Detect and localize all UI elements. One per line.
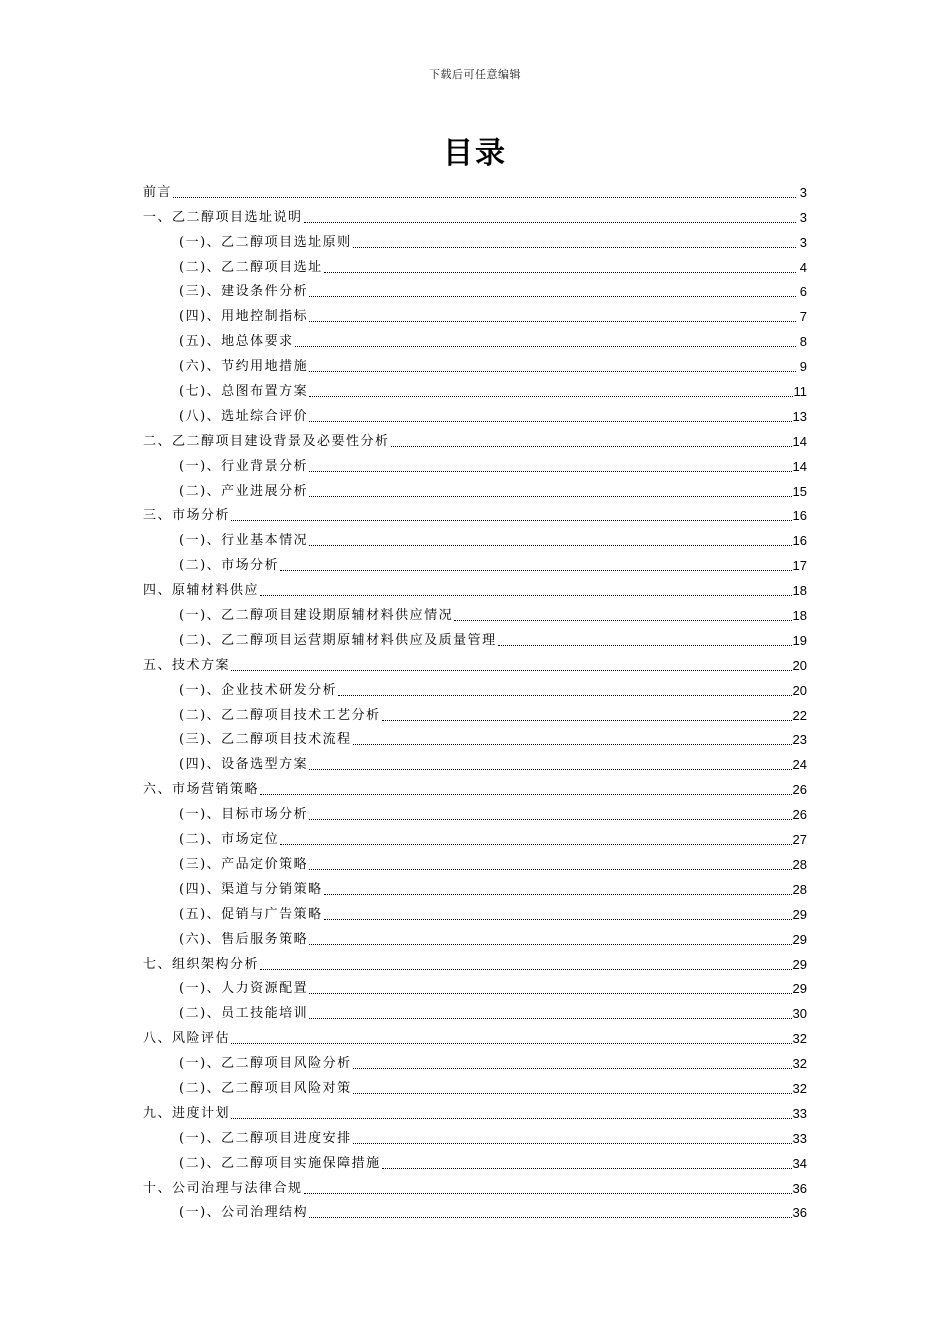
toc-entry-page-number: 18	[792, 608, 807, 624]
toc-entry[interactable]	[143, 425, 807, 450]
toc-entry-label: (二)、乙二醇项目实施保障措施	[179, 1155, 381, 1171]
toc-entry-label: 五、技术方案	[143, 657, 231, 673]
toc-entry-label: (一)、行业背景分析	[179, 458, 309, 474]
toc-entry[interactable]	[143, 300, 807, 325]
toc-entry[interactable]	[143, 350, 807, 375]
toc-entry[interactable]	[143, 948, 807, 973]
toc-dot-leader	[338, 685, 791, 696]
toc-entry[interactable]	[143, 450, 807, 475]
toc-entry-page-number: 29	[792, 906, 807, 922]
toc-entry-label: 前言	[143, 184, 173, 200]
toc-entry[interactable]	[143, 1022, 807, 1047]
page-title: 目录	[443, 136, 507, 171]
toc-entry[interactable]	[143, 798, 807, 823]
toc-entry-page-number: 28	[792, 856, 807, 872]
toc-entry-page-number: 13	[792, 408, 807, 424]
toc-entry[interactable]	[143, 823, 807, 848]
toc-entry-page-number: 17	[792, 558, 807, 574]
table-of-contents	[143, 176, 807, 1221]
toc-entry[interactable]	[143, 574, 807, 599]
toc-entry-page-number: 9	[799, 359, 807, 375]
toc-dot-leader	[353, 237, 796, 248]
toc-entry[interactable]	[143, 201, 807, 226]
toc-entry[interactable]	[143, 649, 807, 674]
toc-entry-label: 九、进度计划	[143, 1105, 231, 1121]
toc-entry-label: (三)、建设条件分析	[179, 284, 309, 300]
toc-entry-page-number: 14	[792, 458, 807, 474]
toc-entry-label: (五)、促销与广告策略	[179, 906, 323, 922]
toc-entry-label: 一、乙二醇项目选址说明	[143, 209, 303, 225]
toc-entry[interactable]	[143, 748, 807, 773]
toc-entry-label: (二)、乙二醇项目技术工艺分析	[179, 707, 381, 723]
toc-dot-leader	[309, 934, 791, 945]
toc-entry-page-number: 18	[792, 583, 807, 599]
toc-entry[interactable]	[143, 898, 807, 923]
toc-entry-page-number: 27	[792, 832, 807, 848]
toc-entry-label: 三、市场分析	[143, 508, 231, 524]
toc-entry-page-number: 36	[792, 1180, 807, 1196]
toc-entry-label: (一)、公司治理结构	[179, 1205, 309, 1221]
toc-entry-page-number: 26	[792, 782, 807, 798]
toc-entry-page-number: 20	[792, 682, 807, 698]
toc-entry[interactable]	[143, 1122, 807, 1147]
toc-entry-label: (二)、乙二醇项目风险对策	[179, 1080, 352, 1096]
toc-dot-leader	[260, 784, 792, 795]
toc-dot-leader	[231, 660, 792, 671]
toc-entry-label: (七)、总图布置方案	[179, 384, 309, 400]
toc-entry-label: (四)、用地控制指标	[179, 309, 309, 325]
toc-entry-page-number: 36	[792, 1205, 807, 1221]
toc-dot-leader	[309, 286, 796, 297]
toc-entry-label: (八)、选址综合评价	[179, 408, 309, 424]
toc-entry-label: (一)、乙二醇项目风险分析	[179, 1056, 352, 1072]
toc-entry-page-number: 16	[792, 508, 807, 524]
toc-entry-page-number: 24	[792, 757, 807, 773]
toc-entry-page-number: 32	[792, 1031, 807, 1047]
toc-dot-leader	[324, 909, 792, 920]
toc-entry-label: (一)、企业技术研发分析	[179, 682, 338, 698]
toc-dot-leader	[280, 560, 791, 571]
toc-entry[interactable]	[143, 674, 807, 699]
toc-entry-label: (二)、乙二醇项目选址	[179, 259, 323, 275]
toc-entry-label: (一)、乙二醇项目选址原则	[179, 234, 352, 250]
toc-entry[interactable]	[143, 1072, 807, 1097]
toc-entry[interactable]	[143, 873, 807, 898]
toc-dot-leader	[309, 983, 791, 994]
toc-entry-label: 二、乙二醇项目建设背景及必要性分析	[143, 433, 390, 449]
toc-entry-page-number: 29	[792, 956, 807, 972]
toc-dot-leader	[231, 1108, 792, 1119]
toc-entry-page-number: 26	[792, 807, 807, 823]
toc-entry-label: (一)、行业基本情况	[179, 533, 309, 549]
toc-entry-page-number: 4	[799, 259, 807, 275]
toc-entry-page-number: 15	[792, 483, 807, 499]
toc-entry-label: (五)、地总体要求	[179, 334, 294, 350]
toc-entry-page-number: 29	[792, 981, 807, 997]
toc-entry-page-number: 34	[792, 1155, 807, 1171]
toc-dot-leader	[353, 1083, 792, 1094]
toc-dot-leader	[353, 1133, 792, 1144]
header-note: 下载后可任意编辑	[429, 68, 521, 81]
toc-entry-label: (一)、人力资源配置	[179, 981, 309, 997]
toc-entry-label: 四、原辅材料供应	[143, 583, 260, 599]
toc-entry-label: 六、市场营销策略	[143, 782, 260, 798]
toc-dot-leader	[309, 1207, 791, 1218]
toc-entry[interactable]	[143, 1047, 807, 1072]
toc-entry-page-number: 6	[799, 284, 807, 300]
toc-entry-label: (六)、节约用地措施	[179, 359, 309, 375]
toc-entry-page-number: 23	[792, 732, 807, 748]
toc-entry-page-number: 22	[792, 707, 807, 723]
toc-dot-leader	[454, 610, 791, 621]
toc-entry[interactable]	[143, 251, 807, 276]
toc-entry[interactable]	[143, 1147, 807, 1172]
toc-entry[interactable]	[143, 524, 807, 549]
toc-entry[interactable]	[143, 226, 807, 251]
toc-entry[interactable]	[143, 848, 807, 873]
toc-entry-label: (三)、产品定价策略	[179, 856, 309, 872]
toc-dot-leader	[231, 510, 792, 521]
toc-entry-page-number: 33	[792, 1130, 807, 1146]
toc-entry[interactable]	[143, 1097, 807, 1122]
toc-entry-page-number: 3	[799, 209, 807, 225]
toc-entry-label: (四)、设备选型方案	[179, 757, 309, 773]
toc-entry-page-number: 14	[792, 433, 807, 449]
toc-entry[interactable]	[143, 400, 807, 425]
toc-entry[interactable]	[143, 549, 807, 574]
toc-entry-label: 七、组织架构分析	[143, 956, 260, 972]
toc-dot-leader	[304, 212, 796, 223]
toc-dot-leader	[309, 809, 791, 820]
toc-entry-label: (六)、售后服务策略	[179, 931, 309, 947]
toc-dot-leader	[324, 884, 792, 895]
toc-entry-page-number: 11	[793, 384, 807, 400]
toc-entry-page-number: 16	[792, 533, 807, 549]
toc-dot-leader	[295, 336, 796, 347]
toc-dot-leader	[498, 635, 792, 646]
toc-entry-label: (三)、乙二醇项目技术流程	[179, 732, 352, 748]
toc-entry-label: (二)、产业进展分析	[179, 483, 309, 499]
toc-dot-leader	[309, 535, 791, 546]
toc-entry-page-number: 28	[792, 881, 807, 897]
toc-entry[interactable]	[143, 1172, 807, 1197]
toc-dot-leader	[280, 834, 791, 845]
toc-entry-label: (二)、市场定位	[179, 832, 280, 848]
toc-entry-label: (一)、乙二醇项目建设期原辅材料供应情况	[179, 608, 454, 624]
toc-entry[interactable]	[143, 475, 807, 500]
toc-dot-leader	[309, 859, 791, 870]
toc-dot-leader	[309, 461, 791, 472]
toc-entry[interactable]	[143, 176, 807, 201]
toc-entry[interactable]	[143, 624, 807, 649]
toc-entry-page-number: 7	[799, 309, 807, 325]
toc-entry[interactable]	[143, 1197, 807, 1222]
toc-entry[interactable]	[143, 973, 807, 998]
toc-dot-leader	[309, 386, 792, 397]
toc-entry-page-number: 8	[799, 334, 807, 350]
toc-entry[interactable]	[143, 375, 807, 400]
toc-entry[interactable]	[143, 923, 807, 948]
toc-dot-leader	[304, 1183, 792, 1194]
toc-entry[interactable]	[143, 773, 807, 798]
toc-dot-leader	[231, 1033, 792, 1044]
toc-entry[interactable]	[143, 599, 807, 624]
toc-entry-label: (一)、乙二醇项目进度安排	[179, 1130, 352, 1146]
toc-dot-leader	[260, 585, 792, 596]
toc-entry-label: 八、风险评估	[143, 1031, 231, 1047]
toc-dot-leader	[309, 759, 791, 770]
toc-entry[interactable]	[143, 500, 807, 525]
toc-entry-page-number: 3	[799, 184, 807, 200]
toc-dot-leader	[382, 710, 792, 721]
toc-entry-page-number: 3	[799, 234, 807, 250]
toc-entry-page-number: 29	[792, 931, 807, 947]
toc-entry-label: (二)、员工技能培训	[179, 1006, 309, 1022]
toc-dot-leader	[173, 187, 796, 198]
toc-dot-leader	[309, 1008, 791, 1019]
toc-entry-label: 十、公司治理与法律合规	[143, 1180, 303, 1196]
toc-dot-leader	[353, 1058, 792, 1069]
toc-entry-page-number: 32	[792, 1080, 807, 1096]
toc-entry[interactable]	[143, 699, 807, 724]
toc-dot-leader	[382, 1158, 792, 1169]
toc-entry-label: (二)、市场分析	[179, 558, 280, 574]
toc-dot-leader	[353, 734, 792, 745]
toc-entry[interactable]	[143, 997, 807, 1022]
toc-dot-leader	[391, 436, 792, 447]
toc-entry-page-number: 30	[792, 1006, 807, 1022]
toc-entry-page-number: 32	[792, 1056, 807, 1072]
toc-entry-label: (四)、渠道与分销策略	[179, 881, 323, 897]
toc-dot-leader	[309, 486, 791, 497]
toc-dot-leader	[309, 361, 796, 372]
toc-entry-label: (一)、目标市场分析	[179, 807, 309, 823]
toc-entry-page-number: 33	[792, 1105, 807, 1121]
toc-dot-leader	[309, 311, 796, 322]
toc-entry-label: (二)、乙二醇项目运营期原辅材料供应及质量管理	[179, 632, 497, 648]
toc-dot-leader	[324, 262, 796, 273]
toc-entry[interactable]	[143, 724, 807, 749]
toc-entry-page-number: 19	[792, 632, 807, 648]
toc-entry[interactable]	[143, 325, 807, 350]
toc-dot-leader	[260, 959, 792, 970]
toc-entry[interactable]	[143, 276, 807, 301]
toc-dot-leader	[309, 411, 791, 422]
toc-entry-page-number: 20	[792, 657, 807, 673]
